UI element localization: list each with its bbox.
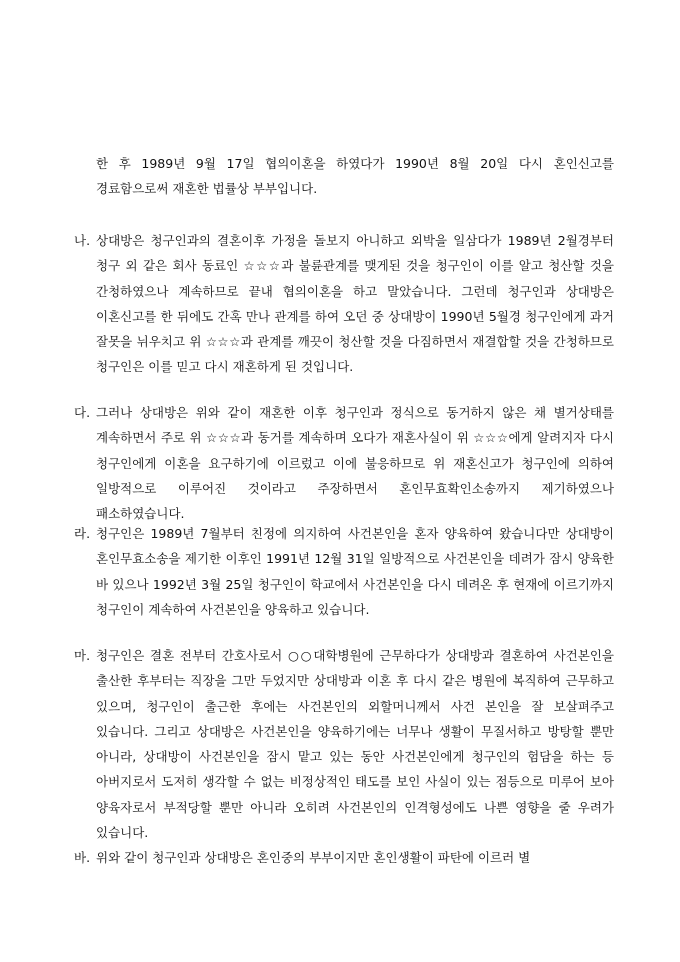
list-item-da <box>74 400 614 526</box>
item-text: 그러나 상대방은 위와 같이 재혼한 이후 청구인과 정식으로 동거하지 않은 채 별거상태를 계속하면서 주로 위 ☆☆☆과 동거를 계속하며 오다가 재혼사실이 위 ☆☆☆에게 알려지자 다시 청구인에게 이혼을 요구하기에 이르렀고 이에 불응하므로 위 재혼신고가 청구인에 의하여 일방적으로 이루어진 것이라고 주장하면서 혼인무효확인소송까지 제기하였으나 패소하였습니다. <box>96 405 614 522</box>
list-item-ra <box>74 521 614 622</box>
item-text: 청구인은 결혼 전부터 간호사로서 ○○대학병원에 근무하다가 상대방과 결혼하여 사건본인을 출산한 후부터는 직장을 그만 두었지만 상대방과 이혼 후 다시 같은 병원에 복직하여 근무하고 있으며, 청구인이 출근한 후에는 사건본인의 외할머니께서 사건 본인을 잘 보살펴주고 있습니다. 그리고 상대방은 사건본인을 양육하기에는 너무나 생활이 무질서하고 방탕할 뿐만 아니라, 상대방이 사건본인을 잠시 맡고 있는 동안 사건본인에게 청구인의 험담을 하는 등 아버지로서 도저히 생각할 수 없는 비정상적인 태도를 보인 사실이 있는 점등으로 미루어 보아 양육자로서 부적당할 뿐만 아니라 오히려 사건본인의 인격형성에도 나쁜 영향을 줄 우려가 있습니다. <box>96 648 614 841</box>
item-label: 마. <box>74 648 91 663</box>
item-label: 라. <box>74 526 91 541</box>
list-item-ma <box>74 643 614 845</box>
item-text: 청구인은 1989년 7월부터 친정에 의지하여 사건본인을 혼자 양육하여 왔습니다만 상대방이 혼인무효소송을 제기한 이후인 1991년 12월 31일 일방적으로 사건본인을 데려가 잠시 양육한 바 있으나 1992년 3월 25일 청구인이 학교에서 사건본인을 다시 데려온 후 현재에 이르기까지 청구인이 계속하여 사건본인을 양육하고 있습니다. <box>96 526 614 617</box>
item-text: 위와 같이 청구인과 상대방은 혼인중의 부부이지만 혼인생활이 파탄에 이르러 별 <box>96 850 531 865</box>
item-text: 상대방은 청구인과의 결혼이후 가정을 돌보지 아니하고 외박을 일삼다가 1989년 2월경부터 청구 외 같은 회사 동료인 ☆☆☆과 불륜관계를 맺게된 것을 청구인이 이를 알고 청산할 것을 간청하였으나 계속하므로 끝내 협의이혼을 하고 말았습니다. 그런데 청구인과 상대방은 이혼신고를 한 뒤에도 간혹 만나 관계를 하여 오던 중 상대방이 1990년 5월경 청구인에게 과거 잘못을 뉘우치고 위 ☆☆☆과 관계를 깨끗이 청산할 것을 다짐하면서 재결합할 것을 간청하므로 청구인은 이를 믿고 다시 재혼하게 된 것입니다. <box>96 233 614 375</box>
item-label: 바. <box>74 850 91 865</box>
continuation-text: 한 후 1989년 9월 17일 협의이혼을 하였다가 1990년 8월 20일 다시 혼인신고를 경료함으로써 재혼한 법률상 부부입니다. <box>96 156 614 197</box>
list-item-na <box>74 228 614 380</box>
list-item-ba <box>74 845 614 870</box>
item-label: 다. <box>74 405 91 420</box>
continuation-paragraph <box>74 151 614 202</box>
item-label: 나. <box>74 233 91 248</box>
